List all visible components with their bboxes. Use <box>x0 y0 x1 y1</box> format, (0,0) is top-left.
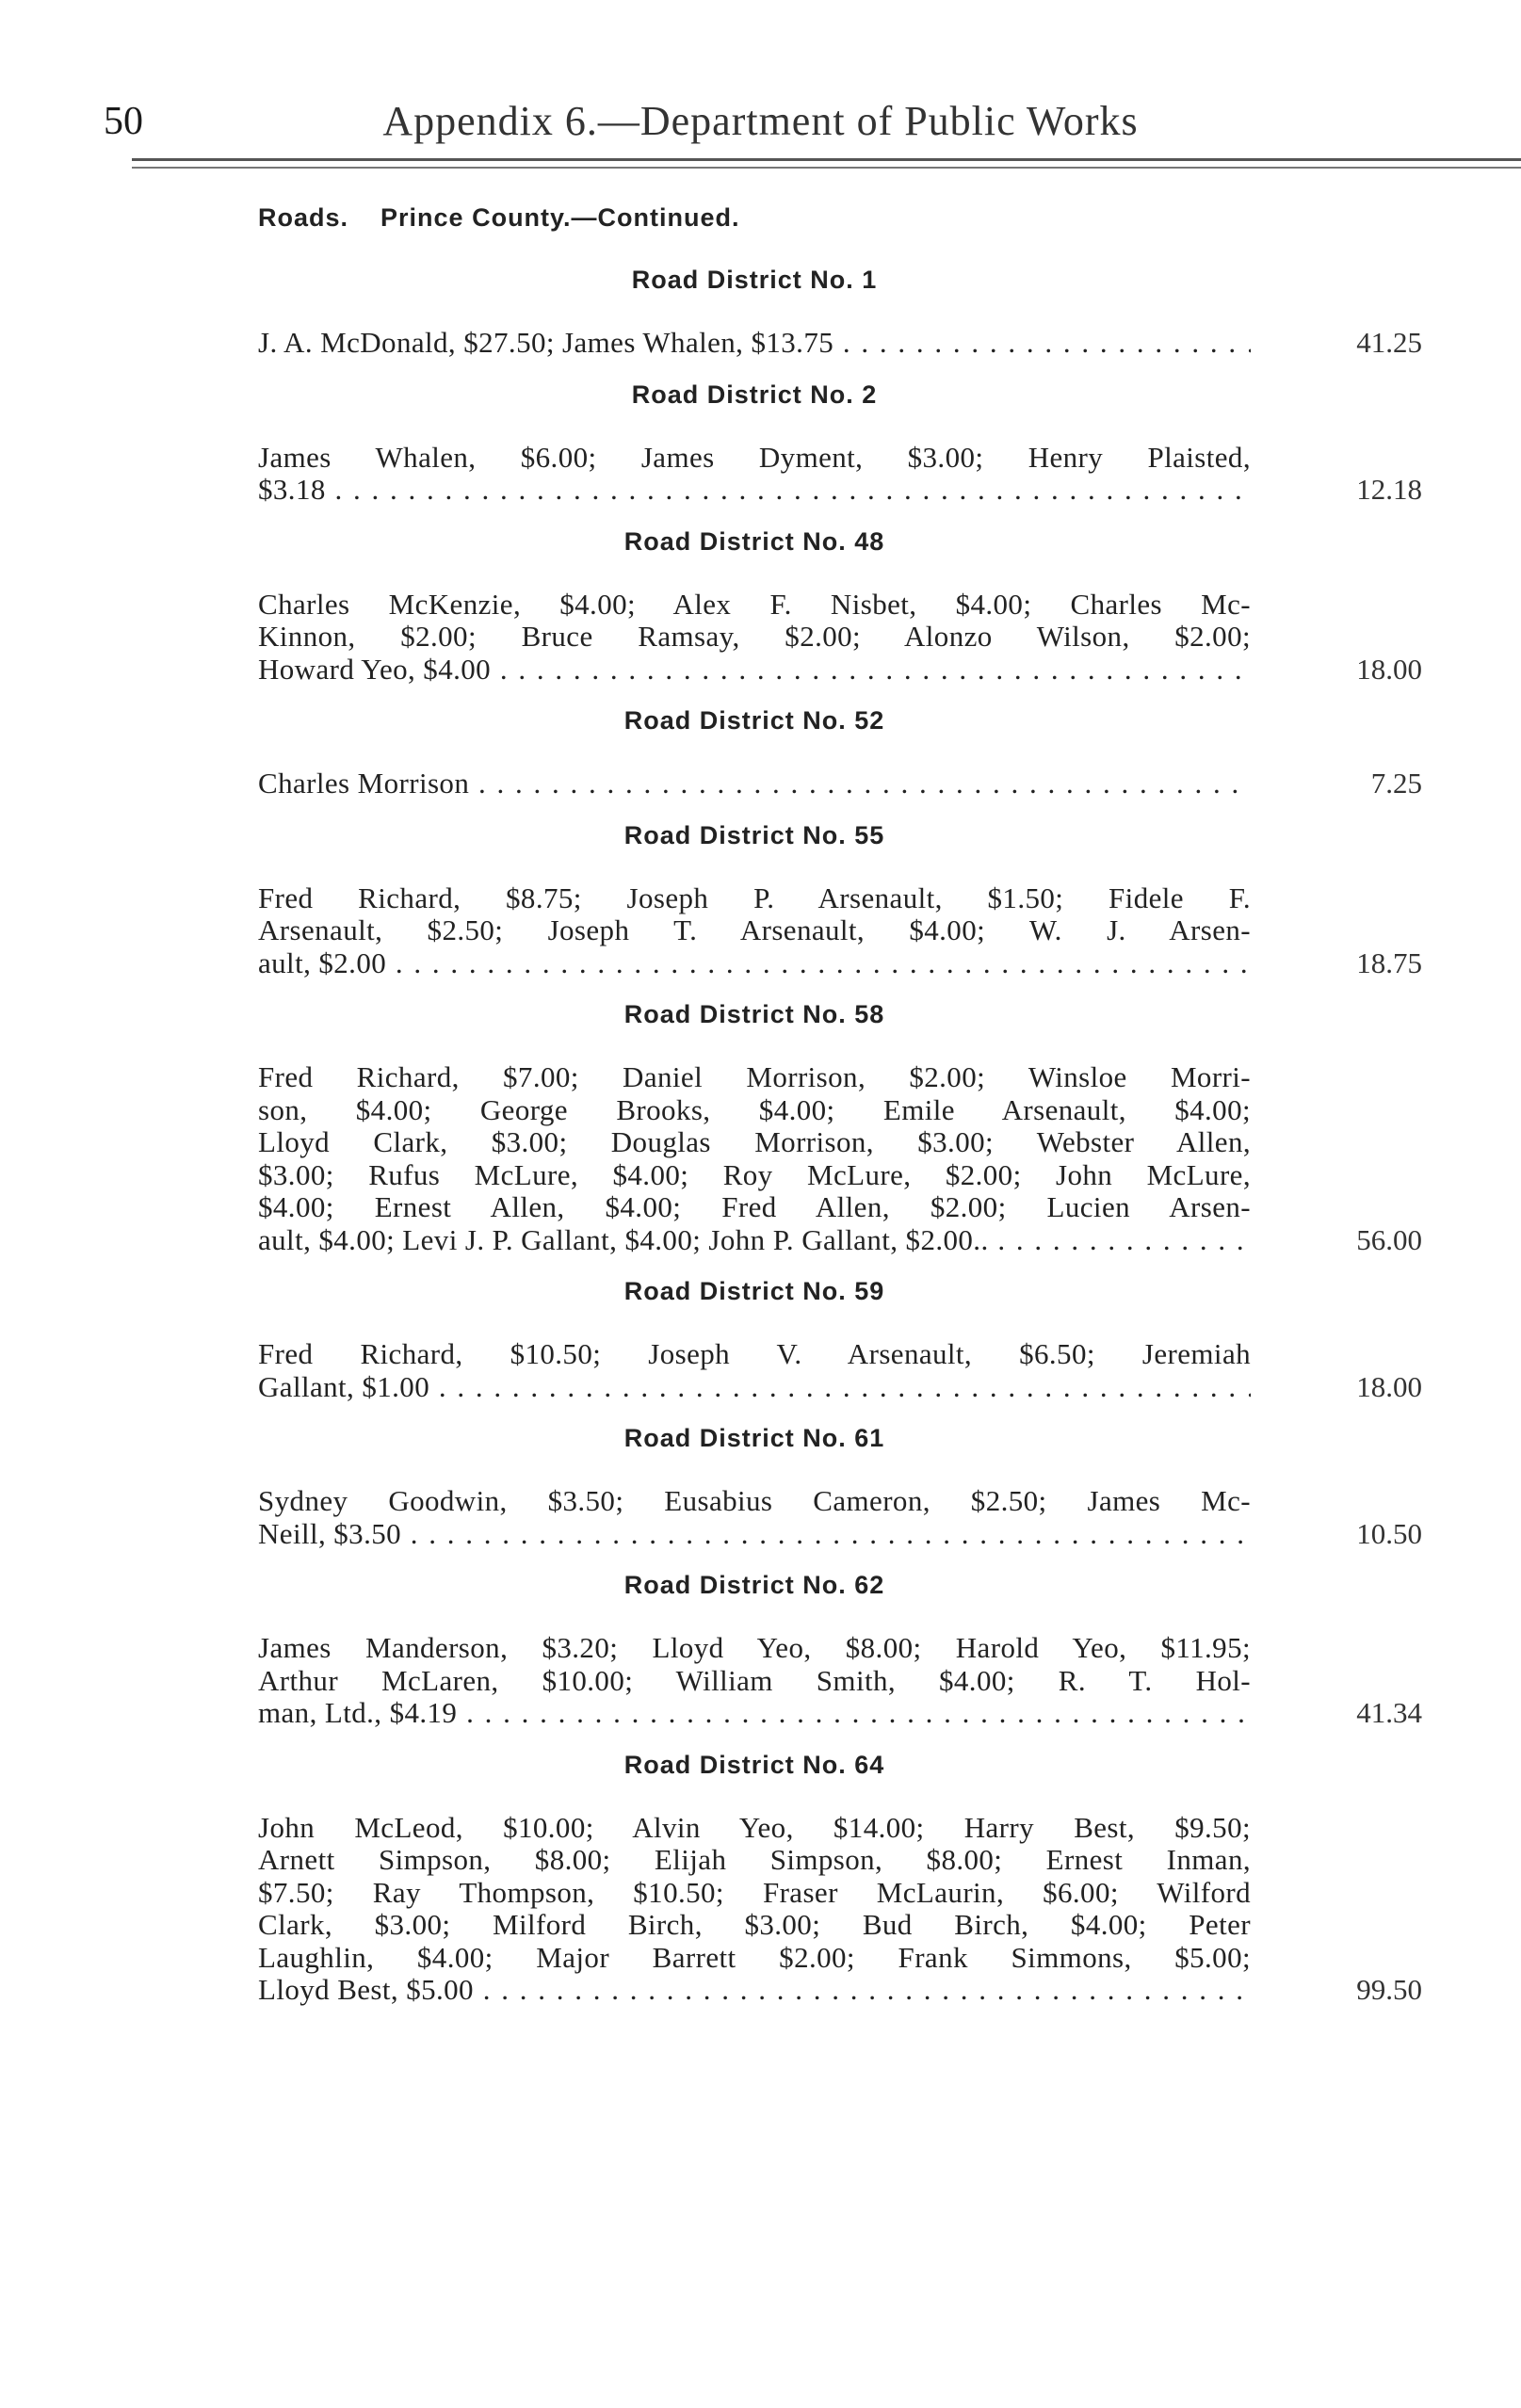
district-heading: Road District No. 61 <box>623 1424 885 1452</box>
district-total-amount: 99.50 <box>1356 1973 1422 2006</box>
road-district-block <box>258 706 1422 800</box>
payee-line: Lloyd Best, $5.00 . . . <box>258 1974 1251 2007</box>
district-heading: Road District No. 64 <box>623 1750 885 1779</box>
payee-line: $3.00; Rufus McLure, $4.00; Roy McLure, $2.00; John McLure, <box>258 1157 1251 1191</box>
road-district-block <box>258 1571 1422 1730</box>
payee-list <box>258 1061 1251 1256</box>
header-rule-secondary <box>132 167 1521 169</box>
payee-list <box>258 442 1251 507</box>
payee-line: ault, $2.00 . . . <box>258 947 1251 980</box>
district-entry <box>258 442 1422 507</box>
district-entry <box>258 882 1422 980</box>
road-district-block <box>258 1277 1422 1403</box>
payee-line: Gallant, $1.00 . . . <box>258 1371 1251 1404</box>
district-entry <box>258 1632 1422 1730</box>
district-total-amount: 18.00 <box>1356 1369 1422 1403</box>
district-total-amount: 7.25 <box>1370 767 1422 800</box>
district-heading: Road District No. 52 <box>623 706 885 735</box>
payee-line: son, $4.00; George Brooks, $4.00; Emile Arsenault, $4.00; <box>258 1092 1251 1126</box>
district-entry <box>258 1338 1422 1403</box>
payee-line: Charles Morrison . . . <box>258 768 1251 800</box>
payee-line: John McLeod, $10.00; Alvin Yeo, $14.00; Harry Best, $9.50; <box>258 1810 1251 1844</box>
payee-line: Clark, $3.00; Milford Birch, $3.00; Bud Birch, $4.00; Peter <box>258 1908 1251 1941</box>
payee-line: James Whalen, $6.00; James Dyment, $3.00; Henry Plaisted, <box>258 440 1251 474</box>
road-district-block <box>258 1751 1422 2007</box>
district-heading: Road District No. 1 <box>631 266 878 294</box>
district-heading: Road District No. 48 <box>623 526 885 556</box>
payee-line: J. A. McDonald, $27.50; James Whalen, $13.75 . . . <box>258 327 1251 360</box>
payee-line: Fred Richard, $7.00; Daniel Morrison, $2.00; Winsloe Morri- <box>258 1060 1251 1093</box>
payee-list <box>258 1812 1251 2007</box>
district-entry <box>258 1485 1422 1550</box>
district-total-amount: 18.75 <box>1356 945 1422 979</box>
payee-line: Neill, $3.50 . . . <box>258 1518 1251 1551</box>
district-total-amount: 56.00 <box>1356 1222 1422 1256</box>
payee-line: Fred Richard, $8.75; Joseph P. Arsenault, $1.50; Fidele F. <box>258 881 1251 914</box>
payee-line: ault, $4.00; Levi J. P. Gallant, $4.00; John P. Gallant, $2.00.. . . . <box>258 1224 1251 1257</box>
payee-line: man, Ltd., $4.19 . . . <box>258 1697 1251 1730</box>
payee-list <box>258 327 1251 360</box>
running-header-title: Appendix 6.—Department of Public Works <box>382 98 1139 144</box>
section-label: Roads. <box>258 203 349 232</box>
section-heading <box>258 203 740 233</box>
payee-line: James Manderson, $3.20; Lloyd Yeo, $8.00; Harold Yeo, $11.95; <box>258 1631 1251 1664</box>
payee-line: $3.18 . . . <box>258 474 1251 507</box>
road-district-block <box>258 1424 1422 1550</box>
district-entry <box>258 327 1422 360</box>
district-entry <box>258 1061 1422 1256</box>
payee-line: Arsenault, $2.50; Joseph T. Arsenault, $4.00; W. J. Arsen- <box>258 913 1251 946</box>
section-county: Prince County.—Continued. <box>380 203 740 232</box>
payee-line: Arthur McLaren, $10.00; William Smith, $4.00; R. T. Hol- <box>258 1663 1251 1697</box>
district-total-amount: 41.34 <box>1356 1696 1422 1729</box>
district-total-amount: 12.18 <box>1356 473 1422 506</box>
header-rule <box>132 158 1521 161</box>
district-entry <box>258 589 1422 687</box>
payee-line: $7.50; Ray Thompson, $10.50; Fraser McLaurin, $6.00; Wilford <box>258 1875 1251 1909</box>
district-total-amount: 18.00 <box>1356 652 1422 686</box>
district-list <box>258 245 1422 2016</box>
district-heading: Road District No. 2 <box>631 380 878 409</box>
district-heading: Road District No. 62 <box>623 1571 885 1599</box>
payee-line: Howard Yeo, $4.00 . . . <box>258 654 1251 687</box>
payee-line: $4.00; Ernest Allen, $4.00; Fred Allen, $2.00; Lucien Arsen- <box>258 1190 1251 1223</box>
road-district-block <box>258 380 1422 507</box>
road-district-block <box>258 266 1422 360</box>
payee-line: Laughlin, $4.00; Major Barrett $2.00; Frank Simmons, $5.00; <box>258 1940 1251 1974</box>
district-entry <box>258 768 1422 800</box>
road-district-block <box>258 821 1422 980</box>
district-heading: Road District No. 58 <box>623 1000 885 1028</box>
payee-line: Kinnon, $2.00; Bruce Ramsay, $2.00; Alonzo Wilson, $2.00; <box>258 620 1251 653</box>
payee-list <box>258 1485 1251 1550</box>
road-district-block <box>258 527 1422 687</box>
payee-line: Charles McKenzie, $4.00; Alex F. Nisbet, $4.00; Charles Mc- <box>258 587 1251 621</box>
district-entry <box>258 1812 1422 2007</box>
payee-line: Arnett Simpson, $8.00; Elijah Simpson, $8.00; Ernest Inman, <box>258 1843 1251 1876</box>
payee-list <box>258 589 1251 687</box>
payee-list <box>258 1338 1251 1403</box>
payee-list <box>258 1632 1251 1730</box>
payee-line: Lloyd Clark, $3.00; Douglas Morrison, $3.00; Webster Allen, <box>258 1125 1251 1158</box>
district-total-amount: 41.25 <box>1356 326 1422 359</box>
payee-list <box>258 768 1251 800</box>
payee-line: Fred Richard, $10.50; Joseph V. Arsenault, $6.50; Jeremiah <box>258 1337 1251 1370</box>
payee-line: Sydney Goodwin, $3.50; Eusabius Cameron, $2.50; James Mc- <box>258 1484 1251 1517</box>
payee-list <box>258 882 1251 980</box>
district-heading: Road District No. 59 <box>623 1277 885 1305</box>
district-total-amount: 10.50 <box>1356 1516 1422 1550</box>
page-number: 50 <box>104 100 143 143</box>
road-district-block <box>258 1000 1422 1256</box>
district-heading: Road District No. 55 <box>623 820 885 849</box>
